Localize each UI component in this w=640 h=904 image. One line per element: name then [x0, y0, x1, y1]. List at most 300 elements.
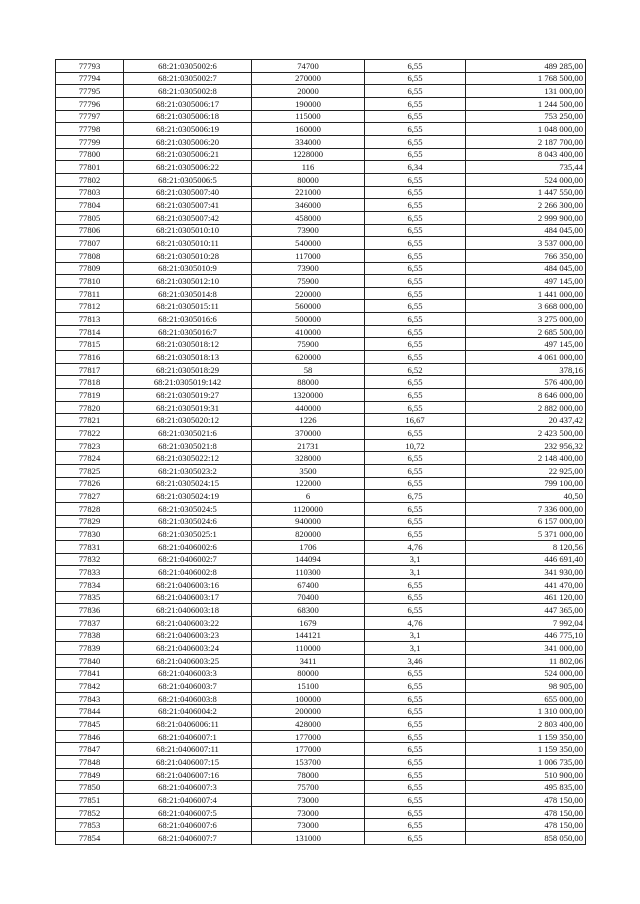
- area-cell: 160000: [252, 123, 365, 136]
- cadastral-number-cell: 68:21:0406007:4: [124, 794, 252, 807]
- row-number-cell: 77844: [56, 705, 124, 718]
- row-number-cell: 77818: [56, 376, 124, 389]
- amount-cell: 98 905,00: [466, 680, 586, 693]
- row-number-cell: 77802: [56, 173, 124, 186]
- rate-cell: 6,55: [365, 515, 466, 528]
- row-number-cell: 77829: [56, 515, 124, 528]
- table-row: [56, 743, 586, 756]
- cadastral-number-cell: 68:21:0305025:1: [124, 528, 252, 541]
- row-number-cell: 77840: [56, 654, 124, 667]
- cadastral-number-cell: 68:21:0305016:6: [124, 313, 252, 326]
- row-number-cell: 77793: [56, 60, 124, 73]
- row-number-cell: 77837: [56, 616, 124, 629]
- amount-cell: 2 685 500,00: [466, 325, 586, 338]
- cadastral-number-cell: 68:21:0406006:11: [124, 718, 252, 731]
- area-cell: 1679: [252, 616, 365, 629]
- amount-cell: 2 882 000,00: [466, 401, 586, 414]
- area-cell: 177000: [252, 743, 365, 756]
- table-row: [56, 730, 586, 743]
- table-row: [56, 401, 586, 414]
- cadastral-number-cell: 68:21:0305002:8: [124, 85, 252, 98]
- rate-cell: 6,55: [365, 578, 466, 591]
- area-cell: 370000: [252, 427, 365, 440]
- table-row: [56, 781, 586, 794]
- amount-cell: 341 000,00: [466, 642, 586, 655]
- row-number-cell: 77851: [56, 794, 124, 807]
- row-number-cell: 77820: [56, 401, 124, 414]
- amount-cell: 1 310 000,00: [466, 705, 586, 718]
- area-cell: 20000: [252, 85, 365, 98]
- rate-cell: 6,55: [365, 680, 466, 693]
- amount-cell: 7 336 000,00: [466, 502, 586, 515]
- rate-cell: 6,55: [365, 794, 466, 807]
- cadastral-number-cell: 68:21:0305022:12: [124, 452, 252, 465]
- row-number-cell: 77850: [56, 781, 124, 794]
- amount-cell: 2 423 500,00: [466, 427, 586, 440]
- row-number-cell: 77813: [56, 313, 124, 326]
- row-number-cell: 77812: [56, 300, 124, 313]
- amount-cell: 495 835,00: [466, 781, 586, 794]
- cadastral-number-cell: 68:21:0305006:20: [124, 135, 252, 148]
- cadastral-number-cell: 68:21:0305006:19: [124, 123, 252, 136]
- row-number-cell: 77800: [56, 148, 124, 161]
- amount-cell: 2 803 400,00: [466, 718, 586, 731]
- rate-cell: 6,55: [365, 832, 466, 845]
- amount-cell: 11 802,06: [466, 654, 586, 667]
- area-cell: 73000: [252, 806, 365, 819]
- table-row: [56, 756, 586, 769]
- row-number-cell: 77822: [56, 427, 124, 440]
- cadastral-number-cell: 68:21:0305019:142: [124, 376, 252, 389]
- table-row: [56, 768, 586, 781]
- rate-cell: 3,1: [365, 629, 466, 642]
- rate-cell: 6,55: [365, 591, 466, 604]
- table-row: [56, 705, 586, 718]
- amount-cell: 484 045,00: [466, 224, 586, 237]
- table-row: [56, 199, 586, 212]
- cadastral-number-cell: 68:21:0406007:16: [124, 768, 252, 781]
- row-number-cell: 77853: [56, 819, 124, 832]
- row-number-cell: 77823: [56, 439, 124, 452]
- rate-cell: 6,55: [365, 123, 466, 136]
- cadastral-number-cell: 68:21:0305007:40: [124, 186, 252, 199]
- table-row: [56, 566, 586, 579]
- amount-cell: 232 956,32: [466, 439, 586, 452]
- cadastral-number-cell: 68:21:0406007:1: [124, 730, 252, 743]
- row-number-cell: 77798: [56, 123, 124, 136]
- rate-cell: 6,55: [365, 376, 466, 389]
- cadastral-number-cell: 68:21:0305023:2: [124, 465, 252, 478]
- area-cell: 117000: [252, 249, 365, 262]
- cadastral-number-cell: 68:21:0406007:3: [124, 781, 252, 794]
- row-number-cell: 77825: [56, 465, 124, 478]
- table-row: [56, 72, 586, 85]
- row-number-cell: 77843: [56, 692, 124, 705]
- amount-cell: 3 537 000,00: [466, 237, 586, 250]
- amount-cell: 510 900,00: [466, 768, 586, 781]
- row-number-cell: 77806: [56, 224, 124, 237]
- cadastral-number-cell: 68:21:0406007:6: [124, 819, 252, 832]
- area-cell: 177000: [252, 730, 365, 743]
- amount-cell: 22 925,00: [466, 465, 586, 478]
- row-number-cell: 77804: [56, 199, 124, 212]
- row-number-cell: 77824: [56, 452, 124, 465]
- table-row: [56, 819, 586, 832]
- area-cell: 428000: [252, 718, 365, 731]
- cadastral-number-cell: 68:21:0305010:9: [124, 262, 252, 275]
- rate-cell: 3,1: [365, 553, 466, 566]
- table-row: [56, 262, 586, 275]
- rate-cell: 6,55: [365, 211, 466, 224]
- rate-cell: 6,55: [365, 730, 466, 743]
- cadastral-number-cell: 68:21:0406003:22: [124, 616, 252, 629]
- table-row: [56, 60, 586, 73]
- amount-cell: 753 250,00: [466, 110, 586, 123]
- rate-cell: 10,72: [365, 439, 466, 452]
- rate-cell: 4,76: [365, 540, 466, 553]
- cadastral-number-cell: 68:21:0406004:2: [124, 705, 252, 718]
- cadastral-number-cell: 68:21:0305024:15: [124, 477, 252, 490]
- area-cell: 560000: [252, 300, 365, 313]
- area-cell: 458000: [252, 211, 365, 224]
- table-row: [56, 224, 586, 237]
- rate-cell: 6,55: [365, 819, 466, 832]
- area-cell: 6: [252, 490, 365, 503]
- amount-cell: 6 157 000,00: [466, 515, 586, 528]
- rate-cell: 6,55: [365, 275, 466, 288]
- rate-cell: 6,55: [365, 148, 466, 161]
- area-cell: 74700: [252, 60, 365, 73]
- table-row: [56, 680, 586, 693]
- cadastral-number-cell: 68:21:0305006:5: [124, 173, 252, 186]
- rate-cell: 6,75: [365, 490, 466, 503]
- row-number-cell: 77834: [56, 578, 124, 591]
- rate-cell: 3,1: [365, 642, 466, 655]
- cadastral-number-cell: 68:21:0305018:29: [124, 363, 252, 376]
- cadastral-number-cell: 68:21:0406002:7: [124, 553, 252, 566]
- table-row: [56, 515, 586, 528]
- rate-cell: 6,55: [365, 718, 466, 731]
- row-number-cell: 77803: [56, 186, 124, 199]
- row-number-cell: 77828: [56, 502, 124, 515]
- cadastral-number-cell: 68:21:0305012:10: [124, 275, 252, 288]
- cadastral-number-cell: 68:21:0406007:11: [124, 743, 252, 756]
- table-row: [56, 389, 586, 402]
- table-row: [56, 148, 586, 161]
- area-cell: 1320000: [252, 389, 365, 402]
- row-number-cell: 77845: [56, 718, 124, 731]
- cadastral-number-cell: 68:21:0305007:41: [124, 199, 252, 212]
- row-number-cell: 77799: [56, 135, 124, 148]
- row-number-cell: 77842: [56, 680, 124, 693]
- table-row: [56, 300, 586, 313]
- cadastral-number-cell: 68:21:0305019:31: [124, 401, 252, 414]
- amount-cell: 446 691,40: [466, 553, 586, 566]
- area-cell: 190000: [252, 97, 365, 110]
- row-number-cell: 77852: [56, 806, 124, 819]
- area-cell: 75900: [252, 275, 365, 288]
- rate-cell: 3,1: [365, 566, 466, 579]
- table-row: [56, 502, 586, 515]
- rate-cell: 6,55: [365, 224, 466, 237]
- table-row: [56, 616, 586, 629]
- table-row: [56, 794, 586, 807]
- row-number-cell: 77809: [56, 262, 124, 275]
- table-row: [56, 578, 586, 591]
- table-row: [56, 832, 586, 845]
- table-row: [56, 287, 586, 300]
- table-row: [56, 490, 586, 503]
- area-cell: 58: [252, 363, 365, 376]
- cadastral-number-cell: 68:21:0406003:8: [124, 692, 252, 705]
- row-number-cell: 77794: [56, 72, 124, 85]
- amount-cell: 1 244 500,00: [466, 97, 586, 110]
- amount-cell: 446 775,10: [466, 629, 586, 642]
- row-number-cell: 77817: [56, 363, 124, 376]
- area-cell: 221000: [252, 186, 365, 199]
- row-number-cell: 77816: [56, 351, 124, 364]
- rate-cell: 6,55: [365, 351, 466, 364]
- cadastral-number-cell: 68:21:0406007:7: [124, 832, 252, 845]
- table-row: [56, 427, 586, 440]
- amount-cell: 497 145,00: [466, 338, 586, 351]
- row-number-cell: 77846: [56, 730, 124, 743]
- amount-cell: 478 150,00: [466, 806, 586, 819]
- cadastral-number-cell: 68:21:0305006:18: [124, 110, 252, 123]
- amount-cell: 40,50: [466, 490, 586, 503]
- table-row: [56, 325, 586, 338]
- row-number-cell: 77830: [56, 528, 124, 541]
- rate-cell: 6,55: [365, 604, 466, 617]
- cadastral-number-cell: 68:21:0406003:7: [124, 680, 252, 693]
- table-row: [56, 540, 586, 553]
- area-cell: 131000: [252, 832, 365, 845]
- rate-cell: 6,55: [365, 692, 466, 705]
- table-row: [56, 553, 586, 566]
- row-number-cell: 77795: [56, 85, 124, 98]
- area-cell: 440000: [252, 401, 365, 414]
- cadastral-number-cell: 68:21:0305007:42: [124, 211, 252, 224]
- rate-cell: 6,55: [365, 389, 466, 402]
- table-row: [56, 351, 586, 364]
- area-cell: 78000: [252, 768, 365, 781]
- amount-cell: 799 100,00: [466, 477, 586, 490]
- amount-cell: 2 148 400,00: [466, 452, 586, 465]
- table-row: [56, 275, 586, 288]
- cadastral-number-cell: 68:21:0305021:6: [124, 427, 252, 440]
- area-cell: 820000: [252, 528, 365, 541]
- area-cell: 940000: [252, 515, 365, 528]
- cadastral-number-cell: 68:21:0305020:12: [124, 414, 252, 427]
- area-cell: 328000: [252, 452, 365, 465]
- amount-cell: 576 400,00: [466, 376, 586, 389]
- table-row: [56, 692, 586, 705]
- area-cell: 122000: [252, 477, 365, 490]
- row-number-cell: 77827: [56, 490, 124, 503]
- area-cell: 1226: [252, 414, 365, 427]
- rate-cell: 6,55: [365, 427, 466, 440]
- row-number-cell: 77811: [56, 287, 124, 300]
- amount-cell: 341 930,00: [466, 566, 586, 579]
- table-row: [56, 161, 586, 174]
- table-row: [56, 313, 586, 326]
- rate-cell: 6,55: [365, 667, 466, 680]
- table-row: [56, 642, 586, 655]
- table-row: [56, 186, 586, 199]
- row-number-cell: 77854: [56, 832, 124, 845]
- amount-cell: 1 159 350,00: [466, 743, 586, 756]
- rate-cell: 6,55: [365, 97, 466, 110]
- table-row: [56, 439, 586, 452]
- amount-cell: 8 120,56: [466, 540, 586, 553]
- amount-cell: 2 187 700,00: [466, 135, 586, 148]
- cadastral-number-cell: 68:21:0305021:8: [124, 439, 252, 452]
- rate-cell: 6,55: [365, 338, 466, 351]
- area-cell: 220000: [252, 287, 365, 300]
- area-cell: 144094: [252, 553, 365, 566]
- amount-cell: 735,44: [466, 161, 586, 174]
- cadastral-number-cell: 68:21:0305024:6: [124, 515, 252, 528]
- cadastral-number-cell: 68:21:0305018:12: [124, 338, 252, 351]
- amount-cell: 1 447 550,00: [466, 186, 586, 199]
- row-number-cell: 77831: [56, 540, 124, 553]
- rate-cell: 6,55: [365, 756, 466, 769]
- area-cell: 73000: [252, 794, 365, 807]
- cadastral-number-cell: 68:21:0406003:24: [124, 642, 252, 655]
- cadastral-number-cell: 68:21:0406003:16: [124, 578, 252, 591]
- amount-cell: 461 120,00: [466, 591, 586, 604]
- amount-cell: 447 365,00: [466, 604, 586, 617]
- table-row: [56, 528, 586, 541]
- area-cell: 110300: [252, 566, 365, 579]
- amount-cell: 655 000,00: [466, 692, 586, 705]
- amount-cell: 1 006 735,00: [466, 756, 586, 769]
- cadastral-number-cell: 68:21:0406003:17: [124, 591, 252, 604]
- area-cell: 75900: [252, 338, 365, 351]
- cadastral-number-cell: 68:21:0305002:6: [124, 60, 252, 73]
- rate-cell: 6,55: [365, 806, 466, 819]
- row-number-cell: 77819: [56, 389, 124, 402]
- table-row: [56, 718, 586, 731]
- row-number-cell: 77832: [56, 553, 124, 566]
- area-cell: 1228000: [252, 148, 365, 161]
- amount-cell: 7 992,04: [466, 616, 586, 629]
- amount-cell: 478 150,00: [466, 819, 586, 832]
- rate-cell: 6,55: [365, 528, 466, 541]
- area-cell: 100000: [252, 692, 365, 705]
- amount-cell: 5 371 000,00: [466, 528, 586, 541]
- table-row: [56, 110, 586, 123]
- amount-cell: 4 061 000,00: [466, 351, 586, 364]
- area-cell: 21731: [252, 439, 365, 452]
- area-cell: 80000: [252, 173, 365, 186]
- row-number-cell: 77838: [56, 629, 124, 642]
- table-row: [56, 376, 586, 389]
- table-row: [56, 591, 586, 604]
- amount-cell: 766 350,00: [466, 249, 586, 262]
- rate-cell: 6,34: [365, 161, 466, 174]
- rate-cell: 6,55: [365, 186, 466, 199]
- row-number-cell: 77808: [56, 249, 124, 262]
- area-cell: 80000: [252, 667, 365, 680]
- row-number-cell: 77797: [56, 110, 124, 123]
- rate-cell: 6,55: [365, 743, 466, 756]
- amount-cell: 1 048 000,00: [466, 123, 586, 136]
- rate-cell: 6,55: [365, 401, 466, 414]
- amount-cell: 489 285,00: [466, 60, 586, 73]
- area-cell: 15100: [252, 680, 365, 693]
- table-row: [56, 654, 586, 667]
- rate-cell: 6,55: [365, 502, 466, 515]
- area-cell: 88000: [252, 376, 365, 389]
- area-cell: 73000: [252, 819, 365, 832]
- amount-cell: 2 999 900,00: [466, 211, 586, 224]
- table-row: [56, 135, 586, 148]
- area-cell: 144121: [252, 629, 365, 642]
- row-number-cell: 77821: [56, 414, 124, 427]
- cadastral-number-cell: 68:21:0406002:8: [124, 566, 252, 579]
- table-row: [56, 806, 586, 819]
- rate-cell: 6,55: [365, 262, 466, 275]
- amount-cell: 8 043 400,00: [466, 148, 586, 161]
- rate-cell: 3,46: [365, 654, 466, 667]
- table-row: [56, 249, 586, 262]
- cadastral-number-cell: 68:21:0305006:17: [124, 97, 252, 110]
- amount-cell: 441 470,00: [466, 578, 586, 591]
- cadastral-number-cell: 68:21:0305010:11: [124, 237, 252, 250]
- rate-cell: 6,55: [365, 85, 466, 98]
- row-number-cell: 77796: [56, 97, 124, 110]
- area-cell: 70400: [252, 591, 365, 604]
- amount-cell: 1 159 350,00: [466, 730, 586, 743]
- table-row: [56, 338, 586, 351]
- area-cell: 3411: [252, 654, 365, 667]
- area-cell: 346000: [252, 199, 365, 212]
- row-number-cell: 77801: [56, 161, 124, 174]
- rate-cell: 6,55: [365, 237, 466, 250]
- table-row: [56, 85, 586, 98]
- rate-cell: 6,55: [365, 313, 466, 326]
- row-number-cell: 77848: [56, 756, 124, 769]
- area-cell: 73900: [252, 262, 365, 275]
- area-cell: 67400: [252, 578, 365, 591]
- amount-cell: 378,16: [466, 363, 586, 376]
- rate-cell: 6,55: [365, 173, 466, 186]
- cadastral-number-cell: 68:21:0305019:27: [124, 389, 252, 402]
- area-cell: 620000: [252, 351, 365, 364]
- rate-cell: 6,55: [365, 477, 466, 490]
- row-number-cell: 77836: [56, 604, 124, 617]
- rate-cell: 6,55: [365, 249, 466, 262]
- rate-cell: 6,52: [365, 363, 466, 376]
- area-cell: 68300: [252, 604, 365, 617]
- cadastral-number-cell: 68:21:0406002:6: [124, 540, 252, 553]
- amount-cell: 1 441 000,00: [466, 287, 586, 300]
- area-cell: 270000: [252, 72, 365, 85]
- area-cell: 540000: [252, 237, 365, 250]
- cadastral-number-cell: 68:21:0406007:5: [124, 806, 252, 819]
- area-cell: 116: [252, 161, 365, 174]
- row-number-cell: 77826: [56, 477, 124, 490]
- cadastral-number-cell: 68:21:0406003:18: [124, 604, 252, 617]
- row-number-cell: 77849: [56, 768, 124, 781]
- amount-cell: 524 000,00: [466, 173, 586, 186]
- cadastral-number-cell: 68:21:0305010:10: [124, 224, 252, 237]
- amount-cell: 2 266 300,00: [466, 199, 586, 212]
- rate-cell: 6,55: [365, 452, 466, 465]
- amount-cell: 131 000,00: [466, 85, 586, 98]
- row-number-cell: 77810: [56, 275, 124, 288]
